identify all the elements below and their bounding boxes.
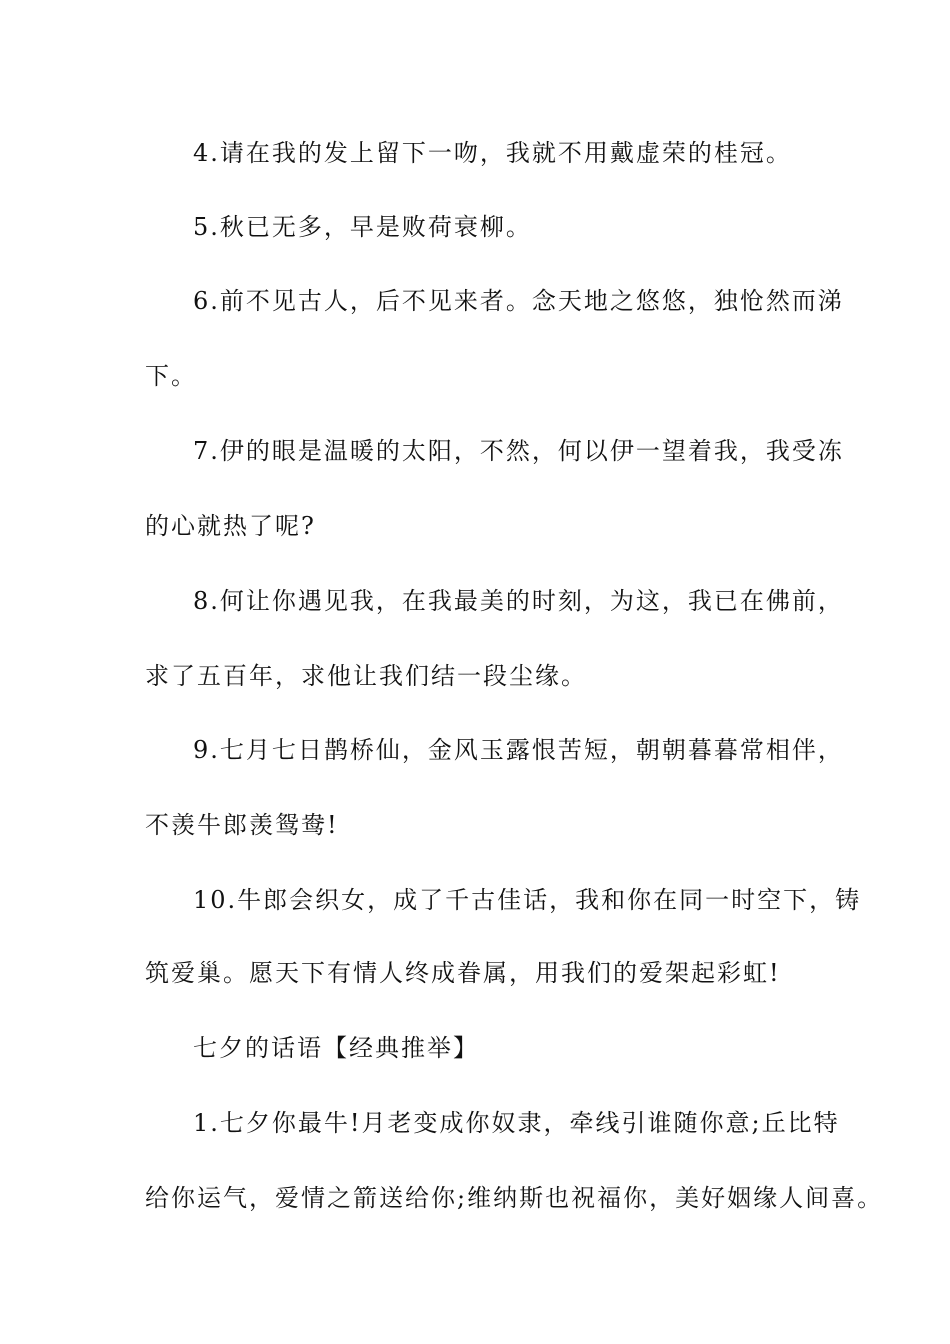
section-heading: 七夕的话语【经典推举】 <box>193 1034 479 1062</box>
paragraph-line: 给你运气，爱情之箭送给你;维纳斯也祝福你，美好姻缘人间喜。 <box>145 1184 884 1212</box>
paragraph-line: 10.牛郎会织女，成了千古佳话，我和你在同一时空下，铸 <box>193 886 862 914</box>
paragraph-line: 4.请在我的发上留下一吻，我就不用戴虚荣的桂冠。 <box>193 139 792 167</box>
paragraph-line: 8.何让你遇见我，在我最美的时刻，为这，我已在佛前， <box>193 587 844 615</box>
paragraph-line: 6.前不见古人，后不见来者。念天地之悠悠，独怆然而涕 <box>193 287 844 315</box>
paragraph-line: 求了五百年，求他让我们结一段尘缘。 <box>145 662 587 690</box>
paragraph-line: 下。 <box>145 362 197 390</box>
paragraph-line: 筑爱巢。愿天下有情人终成眷属，用我们的爱架起彩虹! <box>145 959 781 987</box>
paragraph-line: 7.伊的眼是温暖的太阳，不然，何以伊一望着我，我受冻 <box>193 437 844 465</box>
paragraph-line: 不羡牛郎羡鸳鸯! <box>145 811 339 839</box>
paragraph-line: 5.秋已无多，早是败荷衰柳。 <box>193 213 532 241</box>
paragraph-line: 的心就热了呢? <box>145 512 316 540</box>
paragraph-line: 9.七月七日鹊桥仙，金风玉露恨苦短，朝朝暮暮常相伴， <box>193 736 844 764</box>
paragraph-line: 1.七夕你最牛!月老变成你奴隶，牵线引谁随你意;丘比特 <box>193 1109 840 1137</box>
